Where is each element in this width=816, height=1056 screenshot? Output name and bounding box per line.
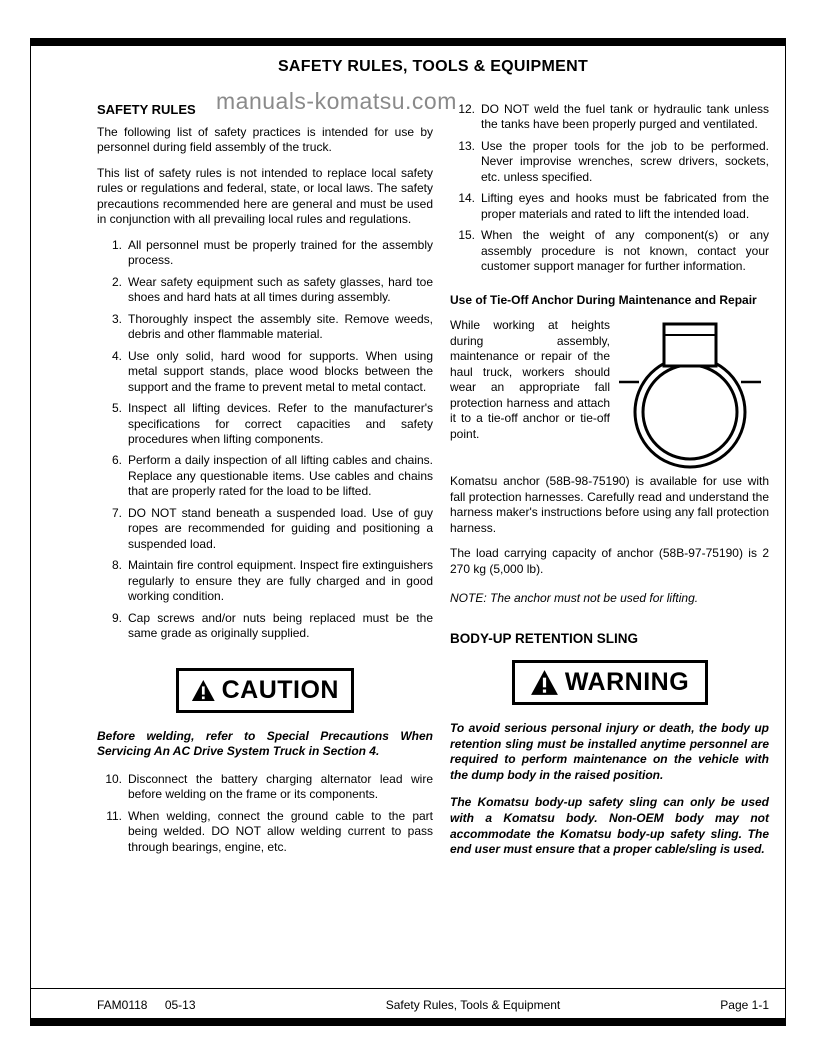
list-item: [97, 275, 433, 306]
list-item-number: 2.: [111, 274, 122, 289]
list-item-number: 12.: [458, 102, 475, 116]
list-item-number: 11.: [106, 808, 122, 823]
list-item-number: 14.: [458, 191, 475, 206]
caution-label: CAUTION: [221, 675, 339, 704]
list-item-text: Cap screws and/or nuts being replaced must be the same grade as originally supplied.: [128, 610, 433, 641]
page-title: SAFETY RULES, TOOLS & EQUIPMENT: [277, 58, 589, 75]
list-item: [97, 772, 433, 803]
list-item-text: Wear safety equipment such as safety glasses, hard toe shoes and hard hats at all times during assembly.: [128, 274, 433, 305]
tieoff-section: [450, 318, 769, 470]
list-item-text: Use the proper tools for the job to be performed. Never improvise wrenches, screw drivers, sockets, etc. unless specified.: [481, 138, 769, 184]
list-item-number: 3.: [111, 311, 122, 326]
right-column: [450, 102, 769, 870]
page-content: [97, 58, 769, 972]
intro-paragraph-2: This list of safety rules is not intended to replace local safety rules or regulations and federal, state, or local laws. The safety precautions recommended here are general and must be used in conjunction with all prevailing local rules and regulations.: [97, 165, 433, 227]
list-item-text: Lifting eyes and hooks must be fabricated from the proper materials and rated to lift the intended load.: [481, 191, 769, 221]
list-item: [97, 349, 433, 395]
list-item-text: Use only solid, hard wood for supports. When using metal support stands, place wood blocks between the support and the frame to prevent metal to metal contact.: [128, 348, 433, 394]
list-item-text: When the weight of any component(s) or any assembly procedure is not known, contact your customer support manager for further information.: [481, 228, 769, 274]
list-item-number: 1.: [111, 237, 122, 252]
warning-label: WARNING: [564, 668, 690, 697]
footer-doc-id: [97, 998, 297, 1012]
list-item-number: 8.: [111, 558, 122, 573]
caution-box: [176, 668, 354, 713]
footer-page-number: Page 1-1: [720, 998, 769, 1012]
list-item: [97, 506, 433, 552]
anchor-ring-illustration: [619, 320, 761, 470]
tieoff-paragraph-2: Komatsu anchor (58B-98-75190) is available for use with fall protection harnesses. Carefully read and understand the harness maker's instructions before using any fall protection harness.: [450, 474, 769, 535]
list-item: [97, 809, 433, 855]
tieoff-heading: Use of Tie-Off Anchor During Maintenance and Repair: [450, 292, 757, 307]
list-item: [97, 611, 433, 642]
list-item-text: DO NOT stand beneath a suspended load. Use of guy ropes are recommended for guiding and positioning a suspended load.: [128, 505, 433, 551]
list-item: [450, 139, 769, 185]
warning-box: [512, 660, 708, 705]
list-item-text: Inspect all lifting devices. Refer to the manufacturer's specifications for correct capacities and safety procedures when lifting components.: [128, 401, 433, 446]
bodyup-heading: BODY-UP RETENTION SLING: [450, 631, 639, 647]
left-column: [97, 102, 433, 870]
watermark: manuals-komatsu.com: [216, 88, 457, 114]
list-item-number: 15.: [458, 228, 475, 243]
list-item-number: 13.: [458, 138, 475, 153]
caution-triangle-icon: [191, 678, 216, 703]
safety-rules-heading: SAFETY RULES: [97, 102, 196, 117]
two-column-layout: [97, 102, 769, 870]
list-item-number: 7.: [111, 505, 122, 520]
list-item-number: 5.: [111, 401, 122, 416]
footer-revision: 05-13: [164, 998, 196, 1012]
list-item-number: 4.: [111, 348, 122, 363]
tieoff-anchor-figure: [610, 318, 769, 470]
list-item: [450, 191, 769, 222]
page-footer: [31, 988, 785, 1012]
list-item-number: 10.: [105, 771, 122, 786]
footer-section-title: Safety Rules, Tools & Equipment: [385, 998, 561, 1012]
tieoff-paragraph-3: The load carrying capacity of anchor (58B-97-75190) is 2 270 kg (5,000 lb).: [450, 546, 769, 576]
list-item-text: DO NOT weld the fuel tank or hydraulic tank unless the tanks have been properly purged and ventilated.: [481, 102, 769, 132]
list-item: [97, 238, 433, 269]
list-item: [450, 102, 769, 133]
list-item: [97, 312, 433, 343]
list-item-text: When welding, connect the ground cable to the part being welded. DO NOT allow welding current to pass through bearings, engine, etc.: [128, 808, 433, 854]
footer-doc-code: FAM0118: [97, 998, 148, 1012]
list-item: [450, 228, 769, 274]
intro-paragraph-1: The following list of safety practices is intended for use by personnel during field assembly of the truck.: [97, 125, 433, 155]
page-border-frame: [30, 38, 786, 1026]
list-item: [97, 558, 433, 604]
list-item-text: All personnel must be properly trained for the assembly process.: [128, 237, 433, 268]
list-item-number: 9.: [111, 610, 122, 625]
bodyup-paragraph-2: The Komatsu body-up safety sling can only be used with a Komatsu body. Non-OEM body may not accommodate the Komatsu body-up safety sling. The end user must ensure that a proper cable/sling is used.: [450, 795, 769, 857]
tieoff-paragraph-1: While working at heights during assembly, maintenance or repair of the haul truck, workers should wear an appropriate fall protection harness and attach it to a tie-off anchor or tie-off point.: [450, 318, 610, 441]
warning-triangle-icon: [530, 669, 559, 696]
list-item-text: Perform a daily inspection of all lifting cables and chains. Replace any questionable items. Use cables and chains that are properly rated for the load to be lifted.: [128, 453, 433, 499]
tieoff-note: NOTE: The anchor must not be used for lifting.: [450, 591, 699, 606]
list-item: [97, 401, 433, 447]
bodyup-paragraph-1: To avoid serious personal injury or death, the body up retention sling must be installed anytime personnel are required to perform maintenance on the vehicle with the dump body in the raised position.: [450, 721, 769, 782]
list-item-text: Disconnect the battery charging alternator lead wire before welding on the frame or its components.: [128, 771, 433, 802]
list-item-text: Thoroughly inspect the assembly site. Remove weeds, debris and other flammable material.: [128, 311, 433, 342]
list-item-text: Maintain fire control equipment. Inspect fire extinguishers regularly to ensure they are fully charged and in good working condition.: [128, 558, 433, 604]
caution-note: Before welding, refer to Special Precautions When Servicing An AC Drive System Truck in Section 4.: [97, 728, 433, 759]
list-item: [97, 453, 433, 499]
list-item-number: 6.: [111, 453, 122, 468]
